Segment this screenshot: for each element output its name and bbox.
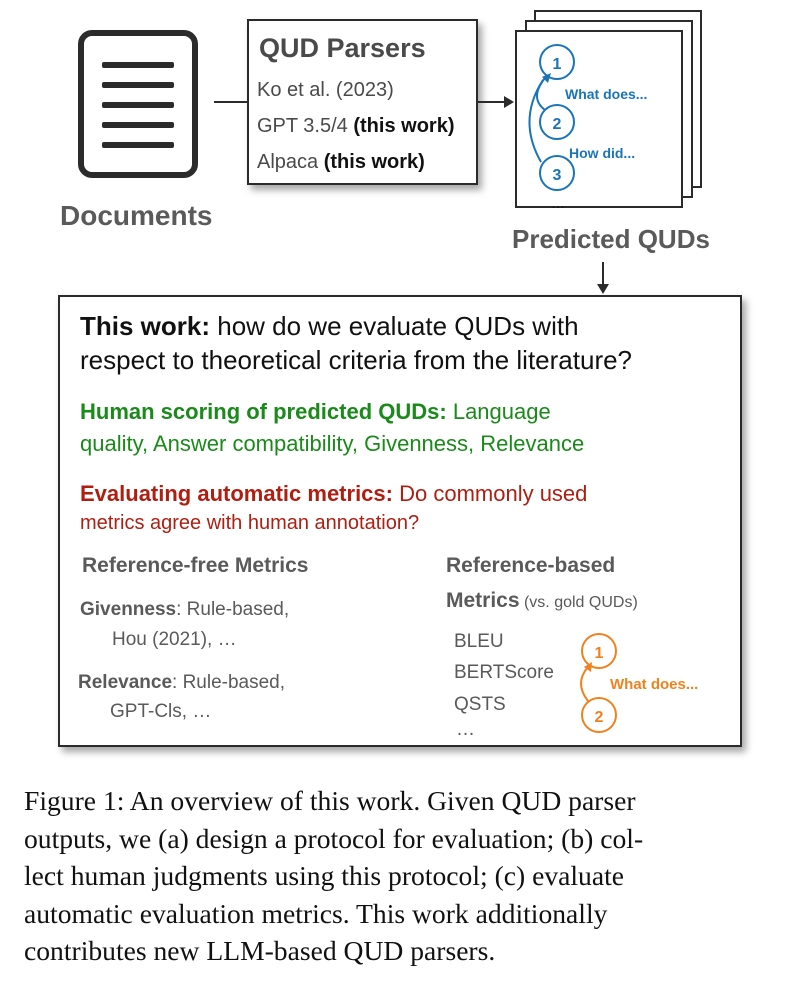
eval-metrics-line-2: metrics agree with human annotation?: [80, 512, 420, 534]
gold-node-1: [582, 634, 616, 668]
givenness-line-2: Hou (2021), …: [112, 629, 237, 650]
svg-text:2: 2: [594, 709, 604, 726]
predicted-ellipsis: …: [551, 195, 565, 210]
metric-qsts: QSTS: [454, 694, 506, 715]
metric-bertscore: BERTScore: [454, 662, 554, 683]
document-icon: [78, 30, 198, 178]
this-work-box: [58, 295, 742, 747]
gold-question: What does...: [610, 676, 699, 693]
node-2: [540, 105, 574, 139]
predicted-question-2: How did...: [569, 145, 636, 161]
documents-label: Documents: [60, 200, 213, 231]
caption-line: contributes new LLM-based QUD parsers.: [24, 935, 496, 966]
arrow-parsers-to-predicted: [478, 92, 518, 112]
node-3: [540, 156, 574, 190]
relevance-line-1: Relevance: Rule-based,: [78, 672, 286, 693]
parser-item: GPT 3.5/4 (this work): [257, 115, 455, 137]
eval-metrics-line-1: Evaluating automatic metrics: Do commonly used: [80, 481, 588, 506]
predicted-question-1: What does...: [565, 86, 648, 102]
qud-parsers-box: [247, 19, 478, 185]
node-1: [540, 45, 574, 79]
intro-line-2: respect to theoretical criteria from the literature?: [80, 345, 633, 375]
svg-text:3: 3: [552, 167, 562, 184]
figure-caption: [24, 782, 784, 970]
ref-based-title-2: Metrics (vs. gold QUDs): [446, 589, 638, 612]
caption-line: Figure 1: An overview of this work. Given QUD parser: [24, 785, 636, 816]
givenness-line-1: Givenness: Rule-based,: [80, 599, 290, 620]
arrow-down: [596, 262, 610, 296]
arrow-doc-to-parsers: [214, 101, 247, 103]
predicted-qud-tree: [515, 30, 685, 210]
human-scoring-line-2: quality, Answer compatibility, Givenness, Relevance: [80, 431, 585, 456]
predicted-quds-label: Predicted QUDs: [512, 224, 710, 254]
ref-based-title-1: Reference-based: [446, 554, 616, 577]
parser-item: Ko et al. (2023): [257, 79, 394, 101]
gold-edge-2-to-1: [581, 667, 588, 701]
gold-qud-tree: [560, 627, 740, 742]
metric-bleu: BLEU: [454, 631, 504, 652]
relevance-line-2: GPT-Cls, …: [110, 701, 212, 722]
intro-line-1: This work: how do we evaluate QUDs with: [80, 311, 579, 341]
parser-item: Alpaca (this work): [257, 151, 425, 173]
caption-line: lect human judgments using this protocol; (c) evaluate: [24, 860, 625, 891]
gold-node-2: [582, 698, 616, 732]
svg-text:2: 2: [552, 116, 562, 133]
metric-ellipsis: …: [456, 719, 475, 740]
caption-line: outputs, we (a) design a protocol for evaluation; (b) col-: [24, 822, 644, 854]
human-scoring-line-1: Human scoring of predicted QUDs: Language: [80, 399, 551, 424]
svg-text:1: 1: [552, 56, 562, 73]
svg-text:1: 1: [594, 645, 604, 662]
caption-line: automatic evaluation metrics. This work additionally: [24, 897, 608, 929]
ref-free-title: Reference-free Metrics: [82, 554, 309, 577]
parsers-title: QUD Parsers: [259, 33, 426, 63]
